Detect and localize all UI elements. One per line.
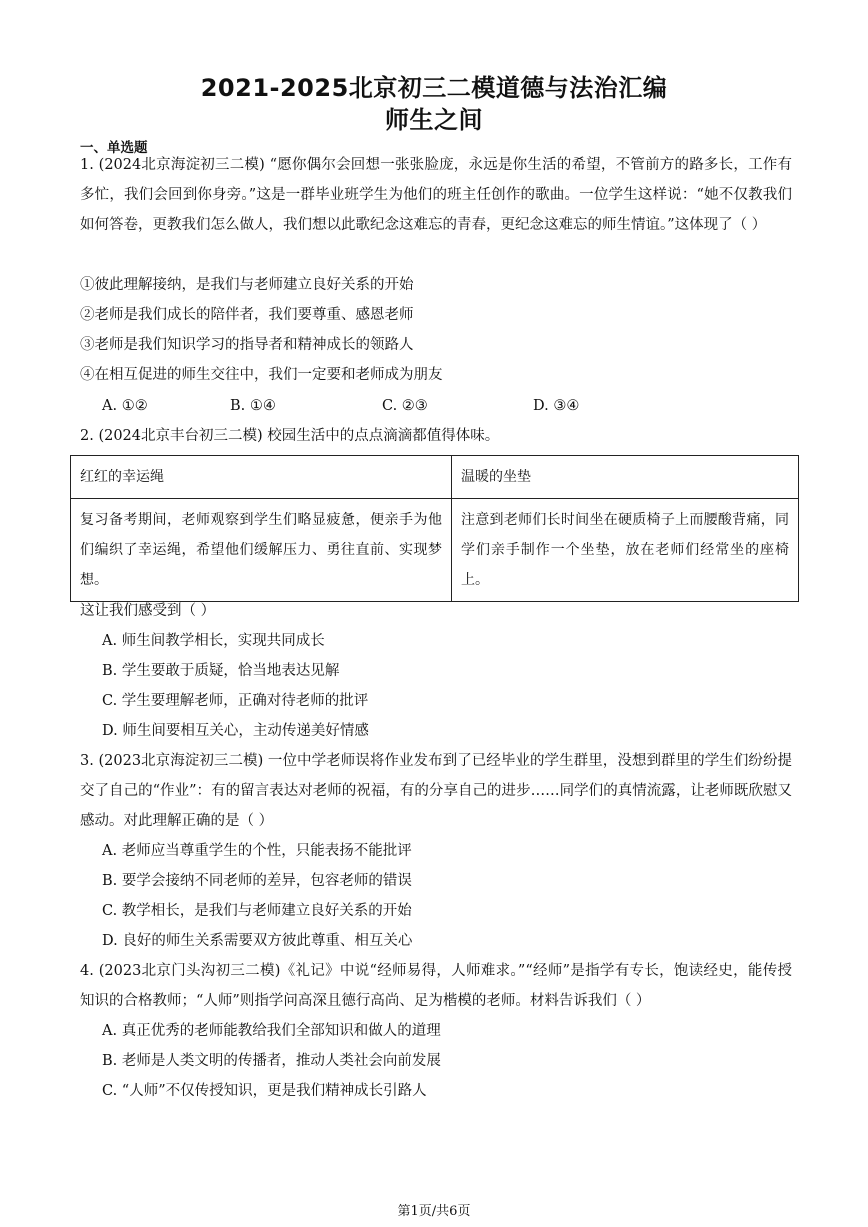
table-header-cell: 温暖的坐垫	[452, 456, 799, 499]
question-1-option-c: C. ②③	[382, 398, 428, 414]
question-3-text: 3. (2023北京海淀初三二模) 一位中学老师误将作业发布到了已经毕业的学生群里，没想到群里的学生们纷纷提交了自己的“作业”：有的留言表达对老师的祝福，有的分享自己的进步……同学们的真情流露，让老师既欣慰又感动。对此理解正确的是（ ）	[80, 753, 792, 829]
section-heading: 一、单选题	[80, 140, 148, 156]
question-1-item: ①彼此理解接纳，是我们与老师建立良好关系的开始	[80, 277, 414, 293]
question-1-option-b: B. ①④	[230, 398, 276, 414]
question-1-item: ④在相互促进的师生交往中，我们一定要和老师成为朋友	[80, 367, 443, 383]
question-4-text: 4. (2023北京门头沟初三二模)《礼记》中说“经师易得，人师难求。”“经师”是指学有专长，饱读经史，能传授知识的合格教师；“人师”则指学问高深且德行高尚、足为楷模的老师。材料告诉我们（ ）	[80, 963, 792, 1009]
question-1-text: 1. (2024北京海淀初三二模) “愿你偶尔会回想一张张脸庞，永远是你生活的希望，不管前方的路多长，工作有多忙，我们会回到你身旁。”这是一群毕业班学生为他们的班主任创作的歌曲。一位学生这样说：“她不仅教我们如何答卷，更教我们怎么做人，我们想以此歌纪念这难忘的青春，更纪念这难忘的师生情谊。”这体现了（ ）	[80, 157, 792, 233]
question-2-material-table	[70, 455, 799, 602]
question-4-option-b: B. 老师是人类文明的传播者，推动人类社会向前发展	[102, 1053, 441, 1069]
page-number: 第1页/共6页	[397, 1204, 471, 1219]
question-2-option-c: C. 学生要理解老师，正确对待老师的批评	[102, 693, 369, 709]
question-1-option-d: D. ③④	[533, 398, 580, 414]
question-1-item: ②老师是我们成长的陪伴者，我们要尊重、感恩老师	[80, 307, 414, 323]
question-2-option-d: D. 师生间要相互关心，主动传递美好情感	[102, 723, 369, 739]
question-1-option-a: A. ①②	[102, 398, 148, 414]
table-cell: 复习备考期间，老师观察到学生们略显疲惫，便亲手为他们编织了幸运绳，希望他们缓解压力、勇往直前、实现梦想。	[71, 499, 452, 602]
document-title: 2021-2025北京初三二模道德与法治汇编	[200, 74, 668, 102]
question-2-stem: 这让我们感受到（ ）	[80, 603, 216, 619]
question-1-item: ③老师是我们知识学习的指导者和精神成长的领路人	[80, 337, 414, 353]
question-2-option-a: A. 师生间教学相长，实现共同成长	[102, 633, 325, 649]
question-3-option-c: C. 教学相长，是我们与老师建立良好关系的开始	[102, 903, 412, 919]
question-4-option-c: C. “人师”不仅传授知识，更是我们精神成长引路人	[102, 1083, 427, 1099]
table-cell: 注意到老师们长时间坐在硬质椅子上而腰酸背痛，同学们亲手制作一个坐垫，放在老师们经常坐的座椅上。	[452, 499, 799, 602]
table-header-cell: 红红的幸运绳	[71, 456, 452, 499]
question-3-option-d: D. 良好的师生关系需要双方彼此尊重、相互关心	[102, 933, 413, 949]
question-2-option-b: B. 学生要敢于质疑，恰当地表达见解	[102, 663, 340, 679]
question-3-option-a: A. 老师应当尊重学生的个性，只能表扬不能批评	[102, 843, 412, 859]
document-subtitle: 师生之间	[385, 106, 483, 134]
question-2-text: 2. (2024北京丰台初三二模) 校园生活中的点点滴滴都值得体味。	[80, 428, 500, 444]
question-4-option-a: A. 真正优秀的老师能教给我们全部知识和做人的道理	[102, 1023, 441, 1039]
question-3-option-b: B. 要学会接纳不同老师的差异，包容老师的错误	[102, 873, 412, 889]
